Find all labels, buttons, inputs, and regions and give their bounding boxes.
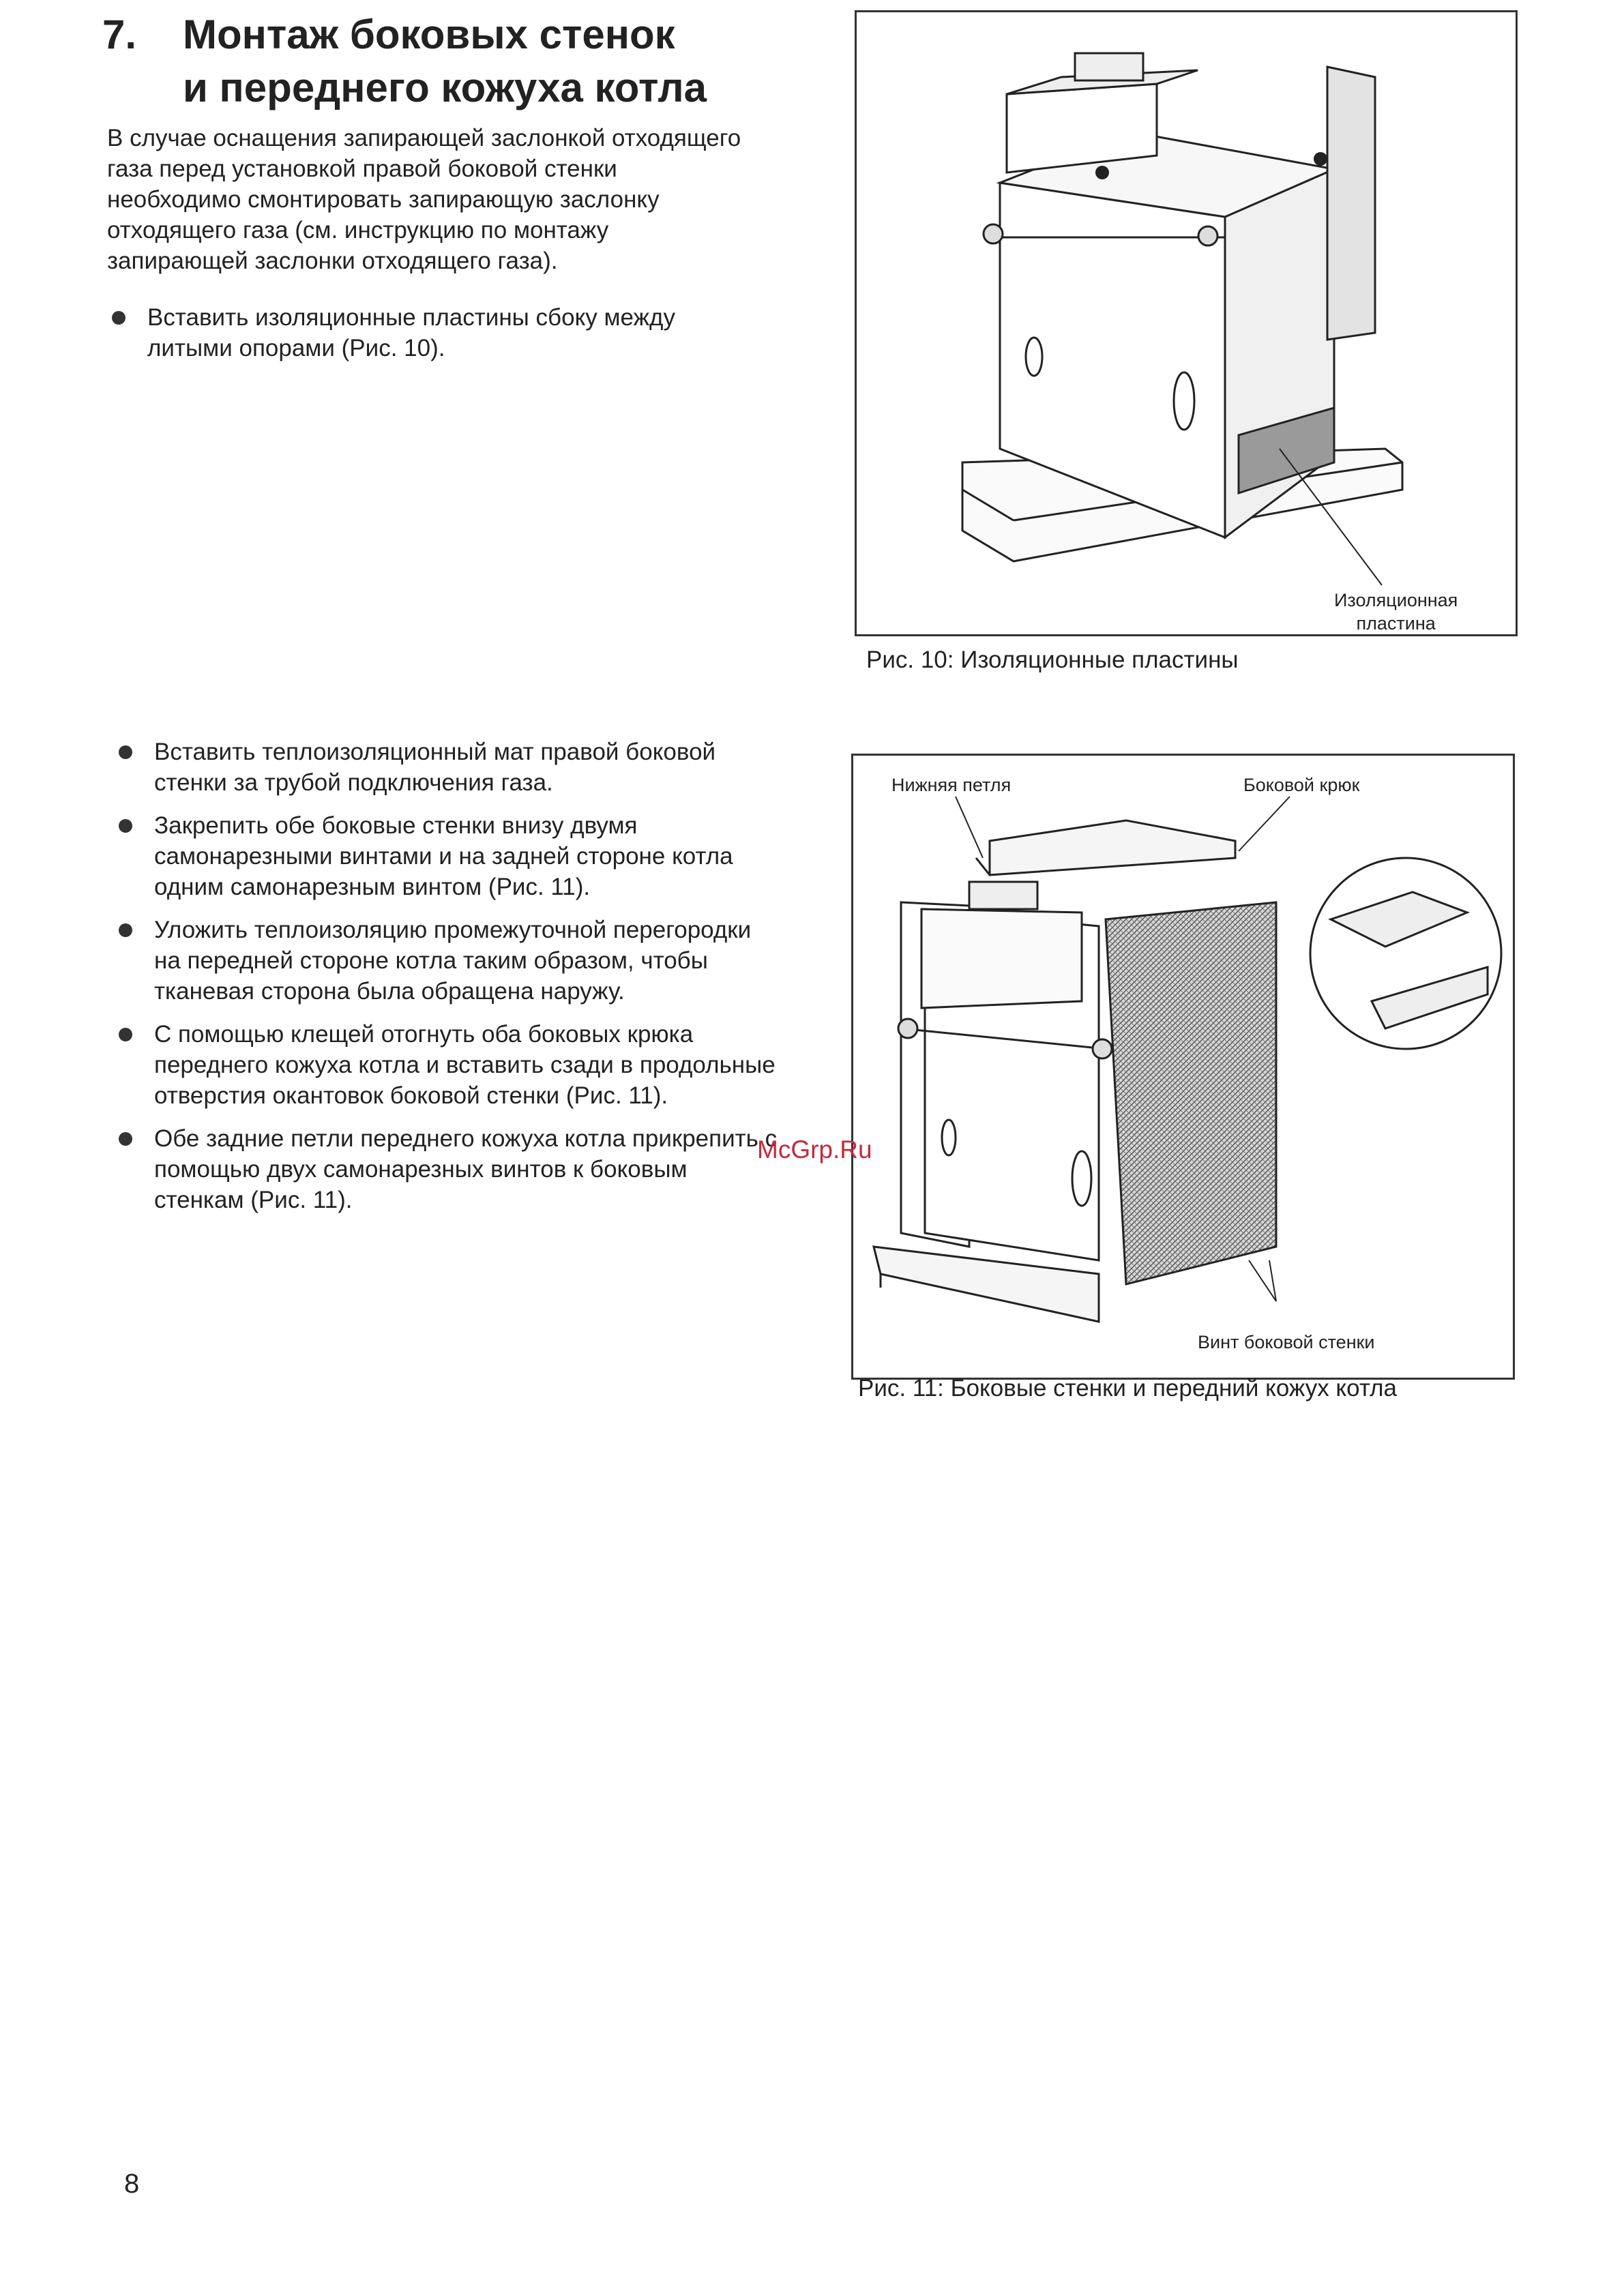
list-item: Обе задние петли переднего кожуха котла прикрепить с помощью двух самонарезных винтов к боковым стенкам (Рис. 11). bbox=[109, 1123, 778, 1215]
section-title-line2: и переднего кожуха котла bbox=[183, 65, 707, 110]
label-side-hook: Боковой крюк bbox=[1243, 775, 1360, 795]
figure-10-caption: Рис. 10: Изоляционные пластины bbox=[866, 647, 1239, 673]
figure-11-caption: Рис. 11: Боковые стенки и передний кожух котла bbox=[858, 1375, 1397, 1401]
label-lower-hinge: Нижняя петля bbox=[891, 775, 1012, 795]
bullet-list-bottom bbox=[109, 737, 778, 1228]
figure-11-frame bbox=[851, 754, 1515, 1380]
list-item: С помощью клещей отогнуть оба боковых крюка переднего кожуха котла и вставить сзади в продольные отверстия окантовок боковой стенки (Рис. 11). bbox=[109, 1019, 778, 1111]
section-heading bbox=[102, 8, 707, 115]
figure-11-drawing bbox=[853, 756, 1513, 1378]
section-number: 7. bbox=[102, 12, 137, 57]
watermark: McGrp.Ru bbox=[757, 1136, 872, 1163]
list-item: Вставить теплоизоляционный мат правой боковой стенки за трубой подключения газа. bbox=[109, 737, 778, 798]
page-number: 8 bbox=[124, 2169, 140, 2199]
list-item: Вставить изоляционные пластины сбоку между литыми опорами (Рис. 10). bbox=[102, 302, 757, 364]
intro-paragraph: В случае оснащения запирающей заслонкой отходящего газа перед установкой правой боковой стенки необходимо смонтировать запирающую заслонку отходящего газа (см. инструкцию по монтажу запирающей заслонки отходящего газа). bbox=[107, 125, 741, 274]
list-item: Уложить теплоизоляцию промежуточной перегородки на передней стороне котла таким образом, чтобы тканевая сторона была обращена наружу. bbox=[109, 915, 778, 1007]
bullet-list-top bbox=[102, 302, 757, 376]
label-side-wall-screw: Винт боковой стенки bbox=[1198, 1332, 1375, 1352]
figure-10-drawing bbox=[857, 12, 1516, 634]
figure-10-label: Изоляционная пластина bbox=[1334, 590, 1458, 634]
figure-10-frame bbox=[855, 10, 1518, 636]
list-item: Закрепить обе боковые стенки внизу двумя самонарезными винтами и на задней стороне котла одним самонарезным винтом (Рис. 11). bbox=[109, 810, 778, 902]
section-title-line1: Монтаж боковых стенок bbox=[183, 12, 675, 57]
